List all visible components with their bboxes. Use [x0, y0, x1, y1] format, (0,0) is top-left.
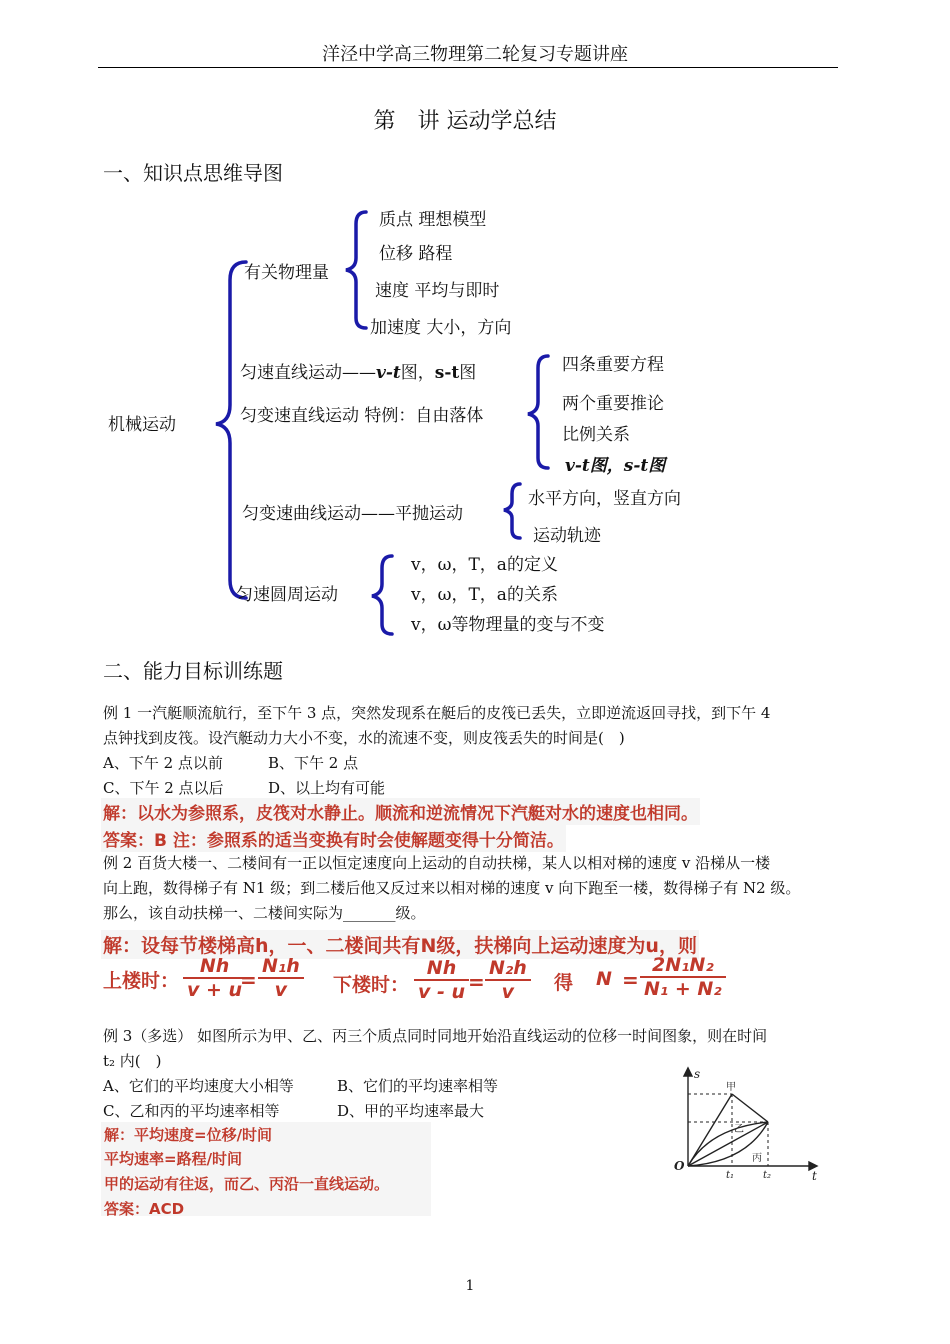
example-1-answer: 答案：B 注：参照系的适当变换有时会使解题变得十分简洁。 — [101, 825, 566, 852]
mindmap-leaf: 加速度 大小，方向 — [370, 318, 512, 338]
example-3-solution: 解：平均速度=位移/时间 — [104, 1126, 273, 1144]
mindmap-root: 机械运动 — [108, 415, 176, 435]
page-header: 洋泾中学高三物理第二轮复习专题讲座 — [322, 44, 628, 65]
mindmap-branch-uniform-linear: 匀速直线运动——v-t图，s-t图 — [240, 363, 477, 383]
mindmap-leaf: v，ω等物理量的变与不变 — [411, 615, 605, 635]
mindmap-leaf: 四条重要方程 — [562, 355, 664, 375]
brace-root — [216, 262, 246, 598]
mindmap-branch-circular: 匀速圆周运动 — [236, 585, 338, 605]
example-2-solution: 解：设每节楼梯高h，一、二楼间共有N级，扶梯向上运动速度为u，则 — [101, 930, 699, 959]
option-a: A、下午 2 点以前 — [103, 754, 223, 772]
fraction-down-right: $\frac{\text{N₂h}}{v}$ — [485, 957, 531, 1003]
mindmap-leaf: 运动轨迹 — [533, 526, 601, 546]
brace-b4 — [504, 484, 520, 538]
example-2-text: 那么，该自动扶梯一、二楼间实际为_______级。 — [103, 904, 426, 922]
example-1-solution: 解：以水为参照系，皮筏对水静止。顺流和逆流情况下汽艇对水的速度也相同。 — [101, 798, 700, 825]
line-jia-up — [688, 1094, 732, 1166]
mindmap-leaf: v，ω，T，a的关系 — [411, 585, 558, 605]
brace-b5 — [372, 556, 392, 634]
fraction-result: $\frac{\text{2N₁N₂}}{\text{N₁ + N₂}}$ — [640, 954, 726, 1000]
option-c: C、乙和丙的平均速率相等 — [103, 1102, 280, 1120]
fraction-up-left: $\frac{Nh}{v + u}$ — [183, 955, 246, 1001]
mindmap-leaf: v，ω，T，a的定义 — [411, 555, 558, 575]
result-n: N — [596, 968, 612, 990]
example-3-solution: 平均速率=路程/时间 — [104, 1150, 243, 1168]
section-1-heading: 一、知识点思维导图 — [103, 161, 283, 185]
graph-label-t1: t₁ — [726, 1170, 735, 1181]
up-label: 上楼时： — [103, 970, 180, 992]
option-b: B、它们的平均速率相等 — [337, 1077, 499, 1095]
example-3-answer: 答案：ACD — [104, 1200, 185, 1218]
st-graph — [668, 1066, 828, 1186]
therefore-label: 得 — [554, 972, 574, 994]
example-3-text: t₂ 内( ) — [103, 1052, 162, 1070]
down-label: 下楼时： — [333, 974, 410, 996]
graph-label-t2: t₂ — [763, 1170, 772, 1181]
example-2-text: 向上跑，数得梯子有 N1 级；到二楼后他又反过来以相对梯的速度 v 向下跑至一楼，数得梯子有 N2 级。 — [103, 879, 801, 897]
option-d: D、以上均有可能 — [268, 779, 386, 797]
option-d: D、甲的平均速率最大 — [337, 1102, 485, 1120]
mindmap-leaf: 位移 路程 — [379, 244, 453, 264]
mindmap-leaf: 两个重要推论 — [562, 394, 664, 414]
example-3-text: 例 3（多选） 如图所示为甲、乙、丙三个质点同时同地开始沿直线运动的位移一时间图象，则在时间 — [103, 1027, 768, 1045]
brace-b3 — [528, 356, 548, 468]
example-1-text: 例 1 一汽艇顺流航行，至下午 3 点，突然发现系在艇后的皮筏已丢失，立即逆流返回寻找，到下午 4 — [103, 704, 771, 722]
mindmap-branch-uniform-accel: 匀变速直线运动 特例：自由落体 — [240, 406, 484, 426]
mindmap-leaf: 质点 理想模型 — [379, 210, 487, 230]
page-number: 1 — [465, 1278, 475, 1294]
fraction-down-left: $\frac{Nh}{v - u}$ — [414, 957, 469, 1003]
section-2-heading: 二、能力目标训练题 — [103, 659, 283, 683]
example-2-text: 例 2 百货大楼一、二楼间有一正以恒定速度向上运动的自动扶梯，某人以相对梯的速度 v 沿梯从一楼 — [103, 854, 771, 872]
mindmap-leaf: 速度 平均与即时 — [375, 281, 500, 301]
mindmap-branch-projectile: 匀变速曲线运动——平抛运动 — [242, 504, 463, 524]
mindmap-leaf: v-t图，s-t图 — [565, 456, 666, 476]
example-1-text: 点钟找到皮筏。设汽艇动力大小不变，水的流速不变，则皮筏丢失的时间是( ) — [103, 729, 625, 747]
fraction-up-right: $\frac{\text{N₁h}}{v}$ — [258, 955, 304, 1001]
equals-sign: = — [622, 968, 639, 992]
s-axis-arrow — [684, 1068, 692, 1076]
graph-label-o: O — [674, 1159, 685, 1173]
mindmap-leaf: 水平方向，竖直方向 — [528, 489, 681, 509]
equals-sign: = — [240, 968, 257, 992]
graph-label-bing: 丙 — [752, 1153, 762, 1164]
graph-label-t: t — [812, 1169, 817, 1183]
option-a: A、它们的平均速度大小相等 — [103, 1077, 294, 1095]
line-jia-down — [732, 1094, 768, 1122]
graph-label-jia: 甲 — [726, 1082, 736, 1093]
graph-label-yi: 乙 — [734, 1124, 744, 1135]
option-c: C、下午 2 点以后 — [103, 779, 224, 797]
graph-label-s: s — [694, 1067, 701, 1081]
brace-b1 — [346, 212, 366, 328]
example-3-solution: 甲的运动有往返，而乙、丙沿一直线运动。 — [104, 1175, 390, 1193]
equals-sign: = — [468, 970, 485, 994]
option-b: B、下午 2 点 — [268, 754, 359, 772]
mindmap-branch-quantities: 有关物理量 — [244, 263, 329, 283]
lecture-title: 第 讲 运动学总结 — [373, 109, 557, 134]
mindmap-leaf: 比例关系 — [562, 425, 630, 445]
